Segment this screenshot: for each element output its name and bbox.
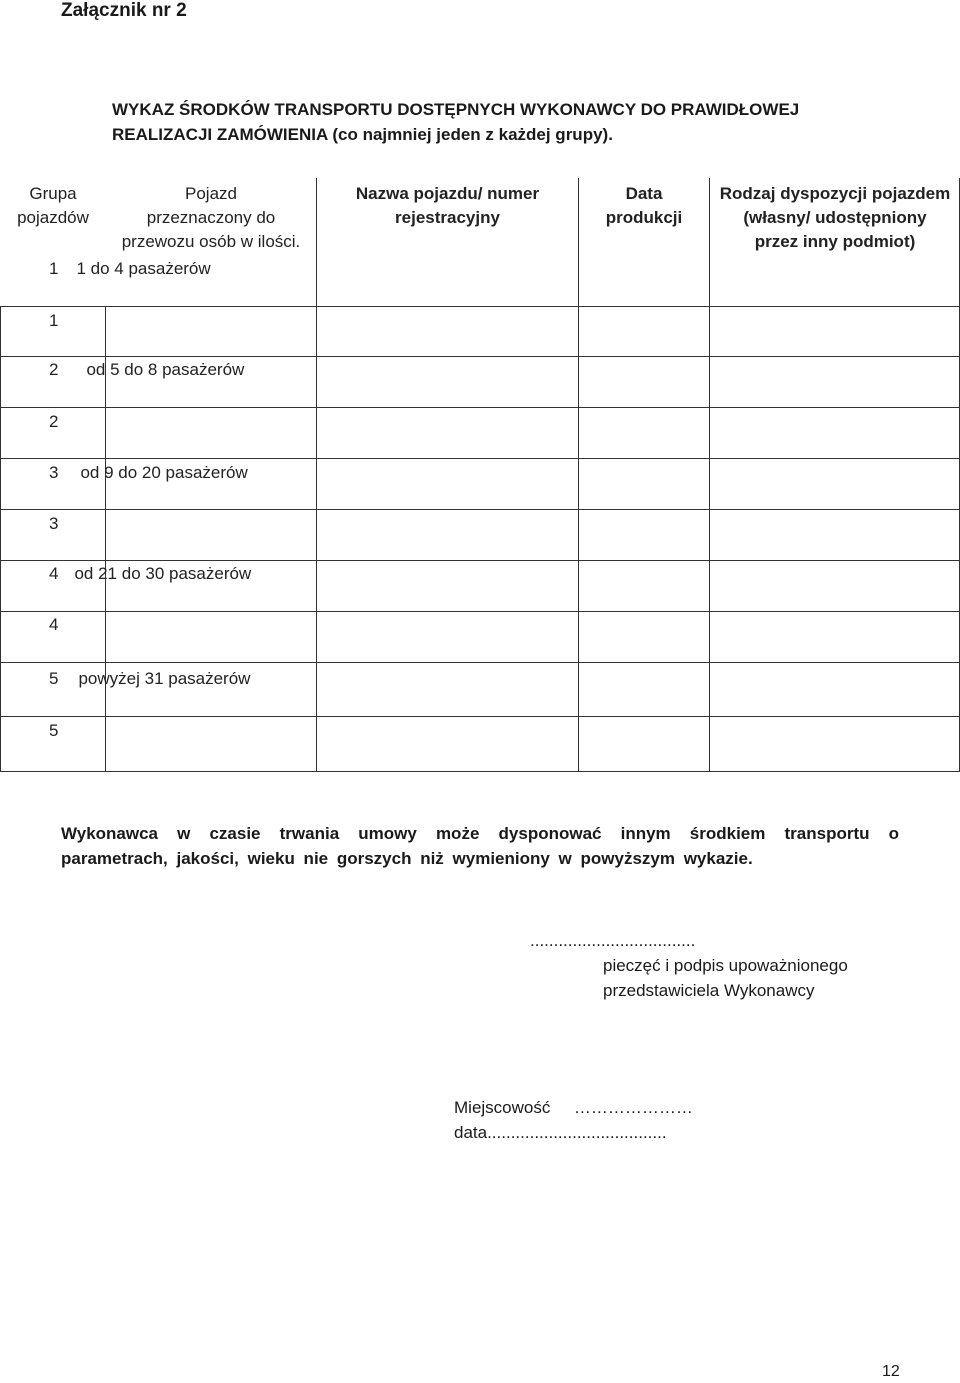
signature-block xyxy=(530,928,848,1003)
group-number: 3 xyxy=(49,463,59,482)
header-text: Grupa xyxy=(29,184,77,203)
group-label-2 xyxy=(49,358,244,382)
header-text: Nazwa pojazdu/ numer xyxy=(355,184,540,203)
header-text: Rodzaj dyspozycji pojazdem xyxy=(719,184,951,203)
column-header-vehicle xyxy=(106,182,316,254)
table-col-divider xyxy=(578,178,579,772)
table-border-left xyxy=(0,306,1,772)
group-row-number: 2 xyxy=(49,412,59,431)
signature-line-2: przedstawiciela Wykonawcy xyxy=(603,981,815,1000)
header-text: Pojazd xyxy=(185,184,237,203)
signature-line-1: pieczęć i podpis upoważnionego xyxy=(603,956,848,975)
group-description: 1 do 4 pasażerów xyxy=(76,259,211,278)
title-line-1: WYKAZ ŚRODKÓW TRANSPORTU DOSTĘPNYCH WYKONAWCY DO PRAWIDŁOWEJ xyxy=(112,100,800,119)
place-label: Miejscowość xyxy=(454,1098,551,1117)
header-text: Data xyxy=(625,184,663,203)
group-number: 1 xyxy=(49,259,59,278)
header-text: produkcji xyxy=(605,208,683,227)
place-dots: ………………… xyxy=(573,1098,693,1117)
table-col-divider xyxy=(316,178,317,772)
group-number: 5 xyxy=(49,669,59,688)
title-line-2: REALIZACJI ZAMÓWIENIA (co najmniej jeden z każdej grupy). xyxy=(112,125,613,144)
table-row-divider xyxy=(0,716,960,717)
group-label-3 xyxy=(49,461,248,485)
table-row-divider xyxy=(0,611,960,612)
header-text: przeznaczony do xyxy=(146,208,276,227)
header-text: (własny/ udostępniony xyxy=(743,208,927,227)
group-description: powyżej 31 pasażerów xyxy=(78,669,251,688)
header-text: przez inny podmiot) xyxy=(754,232,916,251)
page-number: 12 xyxy=(882,1363,900,1380)
column-header-name xyxy=(317,182,578,230)
column-header-group xyxy=(0,182,106,230)
table-row-divider xyxy=(0,458,960,459)
group-description: od 5 do 8 pasażerów xyxy=(86,360,245,379)
group-description: od 21 do 30 pasażerów xyxy=(74,564,252,583)
column-header-disposition xyxy=(710,182,960,254)
table-col-divider xyxy=(709,178,710,772)
table-row-divider xyxy=(0,306,960,307)
table-row-divider xyxy=(0,560,960,561)
group-label-1 xyxy=(49,257,211,281)
table-row-divider xyxy=(0,407,960,408)
group-row-number: 5 xyxy=(49,721,59,740)
header-text: pojazdów xyxy=(17,208,89,227)
table-row-divider xyxy=(0,662,960,663)
group-row-number: 4 xyxy=(49,615,59,634)
group-label-4 xyxy=(49,562,251,586)
group-row-number: 1 xyxy=(49,311,59,330)
group-label-5 xyxy=(49,667,250,691)
table-row-divider xyxy=(0,509,960,510)
group-number: 4 xyxy=(49,564,59,583)
signature-dots: ................................... xyxy=(530,931,696,950)
annex-label: Załącznik nr 2 xyxy=(61,0,187,21)
group-description: od 9 do 20 pasażerów xyxy=(80,463,248,482)
group-row-number: 3 xyxy=(49,514,59,533)
column-header-date xyxy=(579,182,709,230)
table-border-bottom xyxy=(0,771,960,772)
group-number: 2 xyxy=(49,360,59,379)
contractor-statement: Wykonawca w czasie trwania umowy może dysponować innym środkiem transportu o parametrach, jakości, wieku nie gorszych niż wymieniony w powyższym wykazie. xyxy=(61,824,899,868)
table-row-divider xyxy=(0,356,960,357)
place-line xyxy=(454,1095,693,1120)
date-line: data...................................... xyxy=(454,1123,667,1142)
header-text: przewozu osób w ilości. xyxy=(121,232,301,251)
place-date-block xyxy=(454,1095,693,1145)
header-text: rejestracyjny xyxy=(395,208,500,227)
